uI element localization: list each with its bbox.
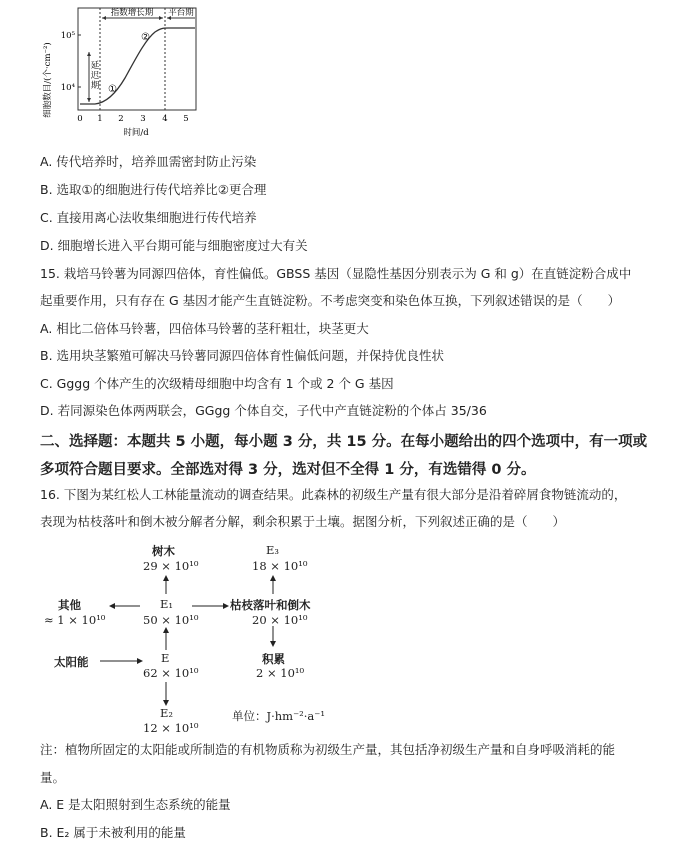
phase-lag-char: 期 xyxy=(90,81,100,91)
plot-frame xyxy=(78,8,196,110)
q14-option-a: A. 传代培养时，培养皿需密封防止污染 xyxy=(40,154,257,169)
section2-heading-line2: 多项符合题目要求。全部选对得 3 分，选对但不全得 1 分，有选错得 0 分。 xyxy=(40,462,536,478)
marker-1: ① xyxy=(108,84,117,95)
x-tick-label: 3 xyxy=(140,114,146,124)
chart-ylabel: 细胞数目/(个·cm⁻²) xyxy=(43,42,53,118)
x-tick-label: 5 xyxy=(183,114,189,124)
phase-plateau-label: 平台期 xyxy=(168,8,194,18)
tree-name: 树木 xyxy=(152,544,175,558)
unit-label: 单位：J·hm⁻²·a⁻¹ xyxy=(232,709,325,723)
growth-curve-chart xyxy=(40,0,200,150)
q14-option-c: C. 直接用离心法收集细胞进行传代培养 xyxy=(40,210,257,225)
e3-name: E₃ xyxy=(266,543,280,557)
other-name: 其他 xyxy=(58,598,81,612)
e-value: 62 × 10¹⁰ xyxy=(143,666,199,680)
phase-lag-char: 延 xyxy=(90,61,100,71)
arrow-head xyxy=(87,98,91,102)
q16-stem-line1: 16. 下图为某红松人工林能量流动的调查结果。此森林的初级生产量有很大部分是沿着碎屑食物链流动的， xyxy=(40,487,627,502)
litter-value: 20 × 10¹⁰ xyxy=(252,613,308,627)
arrow-head xyxy=(102,16,106,20)
note-line1: 注：植物所固定的太阳能或所制造的有机物质称为初级生产量，其包括净初级生产量和自身呼吸消耗的能 xyxy=(40,742,616,757)
e1-value: 50 × 10¹⁰ xyxy=(143,613,199,627)
q15-stem-line2: 起重要作用，只有存在 G 基因才能产生直链淀粉。不考虑突变和染色体互换，下列叙述错误的是（ ） xyxy=(40,293,621,308)
q15-stem-line1: 15. 栽培马铃薯为同源四倍体，育性偏低。GBSS 基因（显隐性基因分别表示为 G 和 g）在直链淀粉合成中 xyxy=(40,266,632,281)
q14-option-b: B. 选取①的细胞进行传代培养比②更合理 xyxy=(40,182,267,197)
q16-stem-line2: 表现为枯枝落叶和倒木被分解者分解，剩余积累于土壤。据图分析，下列叙述正确的是（ ） xyxy=(40,514,566,529)
energy-flow-diagram xyxy=(0,540,679,740)
x-tick-label: 0 xyxy=(77,114,83,124)
q15-option-d: D. 若同源染色体两两联会，GGgg 个体自交，子代中产直链淀粉的个体占 35/36 xyxy=(40,403,487,418)
energy-flow-arrows xyxy=(0,540,679,740)
accum-value: 2 × 10¹⁰ xyxy=(256,666,305,680)
q14-option-d: D. 细胞增长进入平台期可能与细胞密度过大有关 xyxy=(40,238,308,253)
other-value: ≈ 1 × 10¹⁰ xyxy=(44,613,106,627)
y-tick-label: 10⁵ xyxy=(60,31,75,41)
tree-value: 29 × 10¹⁰ xyxy=(143,559,199,573)
arrow-head xyxy=(159,16,163,20)
q15-option-a: A. 相比二倍体马铃薯，四倍体马铃薯的茎秆粗壮，块茎更大 xyxy=(40,321,369,336)
q15-option-c: C. Gggg 个体产生的次级精母细胞中均含有 1 个或 2 个 G 基因 xyxy=(40,376,394,391)
arrow-head xyxy=(87,52,91,56)
phase-log-label: 指数增长期 xyxy=(110,8,154,18)
phase-lag-char: 迟 xyxy=(90,71,100,81)
q16-option-b: B. E₂ 属于未被利用的能量 xyxy=(40,825,186,840)
section2-heading-line1: 二、选择题：本题共 5 小题，每小题 3 分，共 15 分。在每小题给出的四个选项中，有一项或 xyxy=(40,434,648,450)
q15-option-b: B. 选用块茎繁殖可解决马铃薯同源四倍体育性偏低问题，并保持优良性状 xyxy=(40,348,445,363)
chart-xlabel: 时间/d xyxy=(123,128,149,138)
q16-option-a: A. E 是太阳照射到生态系统的能量 xyxy=(40,797,231,812)
marker-2: ② xyxy=(141,32,150,43)
x-tick-label: 2 xyxy=(118,114,124,124)
accum-name: 积累 xyxy=(262,652,285,666)
e1-name: E₁ xyxy=(160,597,174,611)
e2-value: 12 × 10¹⁰ xyxy=(143,721,199,735)
x-tick-label: 4 xyxy=(162,114,168,124)
note-line2: 量。 xyxy=(40,770,66,785)
litter-name: 枯枝落叶和倒木 xyxy=(230,598,311,612)
e-name: E xyxy=(161,651,170,665)
e2-name: E₂ xyxy=(160,706,174,720)
y-tick-label: 10⁴ xyxy=(60,83,75,93)
e3-value: 18 × 10¹⁰ xyxy=(252,559,308,573)
sun-name: 太阳能 xyxy=(54,655,89,669)
x-tick-label: 1 xyxy=(97,114,103,124)
